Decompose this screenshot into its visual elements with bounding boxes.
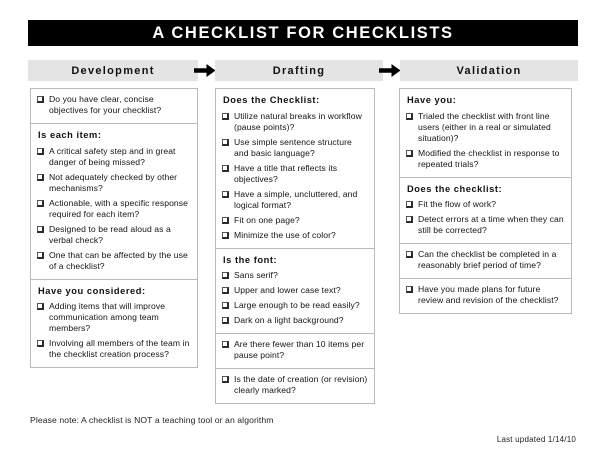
checklist-item[interactable] (406, 284, 565, 306)
checklist-group (215, 369, 375, 404)
phase-label-development: Development (71, 64, 155, 77)
checkbox-icon[interactable] (37, 226, 44, 233)
checkbox-icon[interactable] (222, 272, 229, 279)
checklist-item-label: Fit the flow of work? (418, 199, 497, 210)
checklist-item-label: Involving all members of the team in the checklist creation process? (49, 338, 190, 360)
checklist-item-label: Have a simple, uncluttered, and logical format? (234, 188, 358, 210)
checklist-item-label: Not adequately checked by other mechanisms? (49, 171, 178, 193)
checklist-item[interactable] (37, 146, 191, 168)
checklist-group (399, 279, 572, 314)
checklist-group-title: Does the Checklist: (223, 95, 320, 105)
checklist-item-label: Adding items that will improve communication among team members? (49, 301, 166, 334)
checklist-group (30, 88, 198, 124)
checklist-column-development (30, 88, 198, 368)
checkbox-icon[interactable] (406, 216, 413, 223)
checklist-item[interactable] (37, 338, 191, 360)
checklist-item[interactable] (222, 163, 368, 185)
checklist-item-label: Do you have clear, concise objectives for your checklist? (49, 94, 162, 115)
checkbox-icon[interactable] (406, 286, 413, 293)
checkbox-icon[interactable] (37, 303, 44, 310)
checklist-item[interactable] (222, 300, 368, 311)
checklist-group (30, 280, 198, 369)
checklist-item-label: Actionable, with a specific response required for each item? (49, 197, 189, 219)
checklist-group-title: Is each item: (38, 130, 102, 140)
checkbox-icon[interactable] (406, 113, 413, 120)
checkbox-icon[interactable] (406, 201, 413, 208)
checklist-group (215, 249, 375, 335)
checkbox-icon[interactable] (222, 232, 229, 239)
arrow-right-icon-drafting-to-validation (379, 63, 401, 78)
checklist-item-label: A critical safety step and in great danger of being missed? (49, 145, 176, 167)
phase-label-drafting: Drafting (272, 64, 326, 77)
checklist-item-label: Fit on one page? (234, 214, 300, 225)
checklist-item-label: Designed to be read aloud as a verbal check? (49, 223, 171, 245)
checklist-item[interactable] (222, 230, 368, 241)
phase-header-development (28, 60, 198, 81)
checkbox-icon[interactable] (406, 251, 413, 258)
arrow-right-icon-development-to-drafting (194, 63, 216, 78)
checkbox-icon[interactable] (37, 96, 44, 103)
checklist-item-label: Large enough to be read easily? (234, 300, 360, 311)
page-title-banner (28, 20, 578, 46)
checklist-item-label: Trialed the checklist with front line users (either in a real or simulated situation)? (418, 110, 551, 143)
checklist-item-label: Is the date of creation (or revision) clearly marked? (234, 374, 368, 396)
checkbox-icon[interactable] (37, 340, 44, 347)
checklist-item[interactable] (222, 270, 368, 281)
checkbox-icon[interactable] (37, 148, 44, 155)
checklist-column-drafting (215, 88, 375, 404)
checklist-item-label: Dark on a light background? (234, 315, 344, 326)
checklist-group (30, 124, 198, 280)
checklist-item[interactable] (406, 199, 565, 210)
checklist-item[interactable] (406, 214, 565, 236)
checkbox-icon[interactable] (37, 200, 44, 207)
page-title: A CHECKLIST FOR CHECKLISTS (152, 23, 454, 42)
checkbox-icon[interactable] (37, 174, 44, 181)
checkbox-icon[interactable] (37, 252, 44, 259)
phase-label-validation: Validation (456, 64, 522, 77)
checklist-group-title: Is the font: (223, 254, 278, 265)
checklist-group (399, 88, 572, 178)
checklist-item[interactable] (406, 111, 565, 144)
checklist-item[interactable] (222, 339, 368, 361)
checklist-group (399, 244, 572, 279)
checkbox-icon[interactable] (406, 150, 413, 157)
checklist-item[interactable] (37, 198, 191, 220)
checklist-item[interactable] (406, 148, 565, 170)
checklist-item[interactable] (37, 94, 191, 116)
checklist-item-label: Have you made plans for future review and revision of the checklist? (418, 284, 559, 306)
checklist-item-label: Detect errors at a time when they can still be corrected? (418, 214, 564, 236)
checkbox-icon[interactable] (222, 113, 229, 120)
checklist-item-label: Are there fewer than 10 items per pause point? (234, 339, 365, 361)
phase-header-row (28, 60, 578, 81)
checkbox-icon[interactable] (222, 302, 229, 309)
checkbox-icon[interactable] (222, 191, 229, 198)
checklist-item[interactable] (37, 172, 191, 194)
checklist-item-label: Upper and lower case text? (234, 285, 341, 296)
checkbox-icon[interactable] (222, 317, 229, 324)
checklist-item[interactable] (222, 374, 368, 396)
checklist-item-label: Sans serif? (234, 270, 278, 281)
checklist-item[interactable] (37, 224, 191, 246)
checkbox-icon[interactable] (222, 217, 229, 224)
phase-header-validation (400, 60, 578, 81)
checklist-item-label: Can the checklist be completed in a reasonably brief period of time? (418, 249, 557, 271)
checklist-item[interactable] (37, 301, 191, 334)
checklist-item-label: Minimize the use of color? (234, 229, 336, 240)
checklist-item[interactable] (222, 315, 368, 326)
checklist-item-label: Have a title that reflects its objectives? (234, 162, 338, 184)
checklist-item[interactable] (222, 137, 368, 159)
phase-header-drafting (215, 60, 383, 81)
checkbox-icon[interactable] (222, 165, 229, 172)
checklist-item-label: Use simple sentence structure and basic language? (234, 136, 352, 158)
checklist-group (215, 334, 375, 369)
checklist-item[interactable] (37, 250, 191, 272)
checkbox-icon[interactable] (222, 287, 229, 294)
checklist-item[interactable] (222, 285, 368, 296)
checklist-column-validation (399, 88, 572, 314)
checklist-item-label: Modified the checklist in response to repeated trials? (418, 147, 560, 169)
checklist-item-label: One that can be affected by the use of a checklist? (49, 249, 188, 271)
checkbox-icon[interactable] (222, 139, 229, 146)
checklist-group-title: Does the checklist: (407, 183, 503, 194)
checklist-item[interactable] (222, 215, 368, 226)
checklist-item[interactable] (406, 249, 565, 271)
checklist-item[interactable] (222, 111, 368, 133)
checkbox-icon[interactable] (222, 376, 229, 383)
checklist-group (399, 178, 572, 245)
checklist-group-title: Have you: (407, 95, 457, 105)
page-note: Please note: A checklist is NOT a teaching tool or an algorithm (30, 415, 274, 425)
checkbox-icon[interactable] (222, 341, 229, 348)
checklist-item-label: Utilize natural breaks in workflow (pause points)? (234, 110, 362, 132)
checklist-group-title: Have you considered: (38, 285, 146, 296)
last-updated-label: Last updated 1/14/10 (496, 435, 576, 444)
checklist-item[interactable] (222, 189, 368, 211)
checklist-group (215, 88, 375, 249)
